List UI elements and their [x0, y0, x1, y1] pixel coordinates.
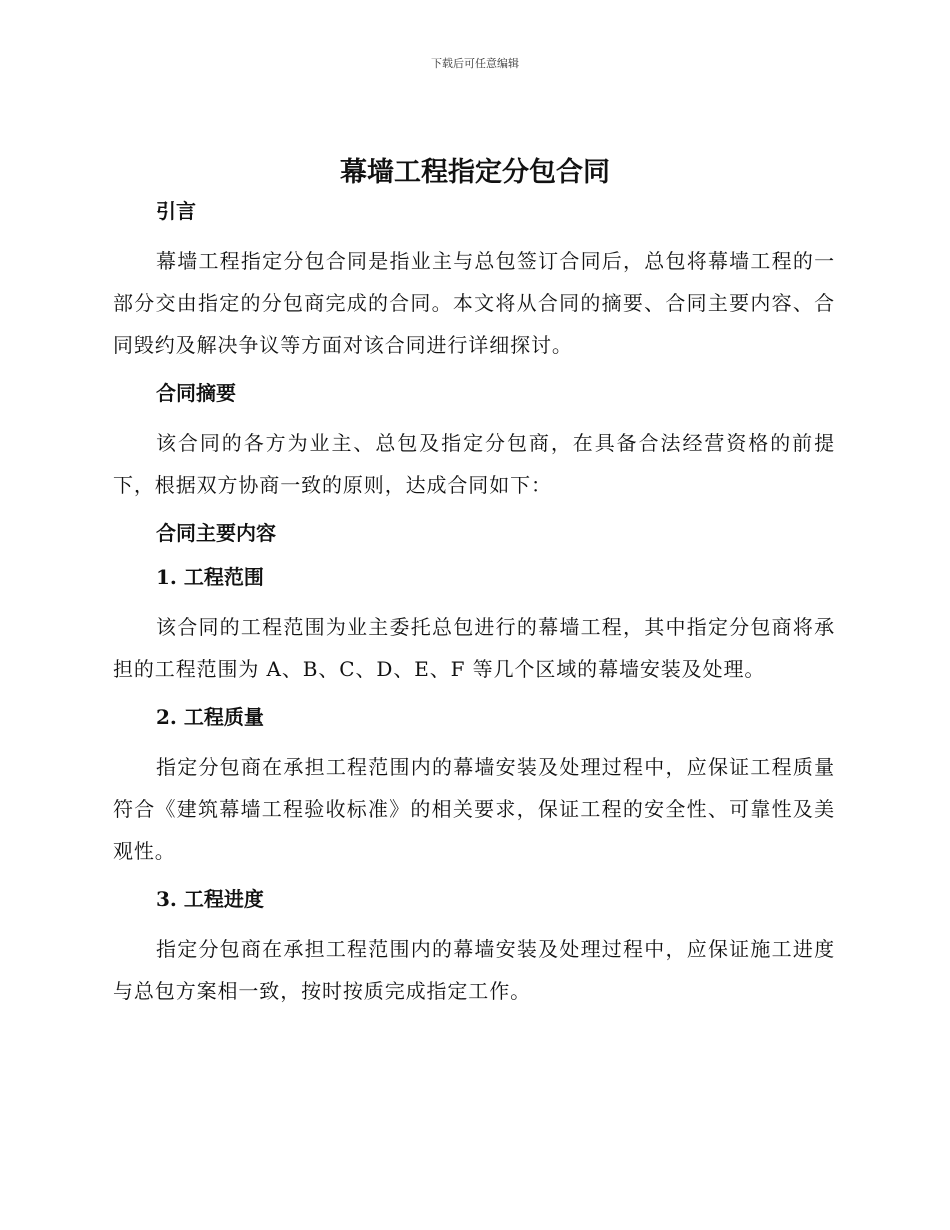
paragraph-intro: 幕墙工程指定分包合同是指业主与总包签订合同后，总包将幕墙工程的一部分交由指定的分包商完成的合同。本文将从合同的摘要、合同主要内容、合同毁约及解决争议等方面对该合同进行详细探讨。 — [113, 249, 835, 357]
header-note: 下载后可任意编辑 — [431, 57, 519, 70]
subsection-heading-schedule: 3. 工程进度 — [156, 887, 264, 911]
paragraph-summary: 该合同的各方为业主、总包及指定分包商，在具备合法经营资格的前提下，根据双方协商一致的原则，达成合同如下： — [113, 431, 835, 497]
paragraph-schedule: 指定分包商在承担工程范围内的幕墙安装及处理过程中，应保证施工进度与总包方案相一致，按时按质完成指定工作。 — [113, 937, 835, 1003]
section-heading-intro: 引言 — [156, 199, 196, 223]
document-title: 幕墙工程指定分包合同 — [340, 157, 610, 188]
paragraph-quality: 指定分包商在承担工程范围内的幕墙安装及处理过程中，应保证工程质量符合《建筑幕墙工程验收标准》的相关要求，保证工程的安全性、可靠性及美观性。 — [113, 755, 835, 863]
subsection-heading-scope: 1. 工程范围 — [156, 565, 264, 589]
document-body — [113, 196, 835, 1024]
section-heading-main: 合同主要内容 — [156, 521, 276, 545]
subsection-heading-quality: 2. 工程质量 — [156, 705, 264, 729]
section-heading-summary: 合同摘要 — [156, 381, 236, 405]
paragraph-scope: 该合同的工程范围为业主委托总包进行的幕墙工程，其中指定分包商将承担的工程范围为 A、B、C、D、E、F 等几个区域的幕墙安装及处理。 — [113, 615, 835, 681]
